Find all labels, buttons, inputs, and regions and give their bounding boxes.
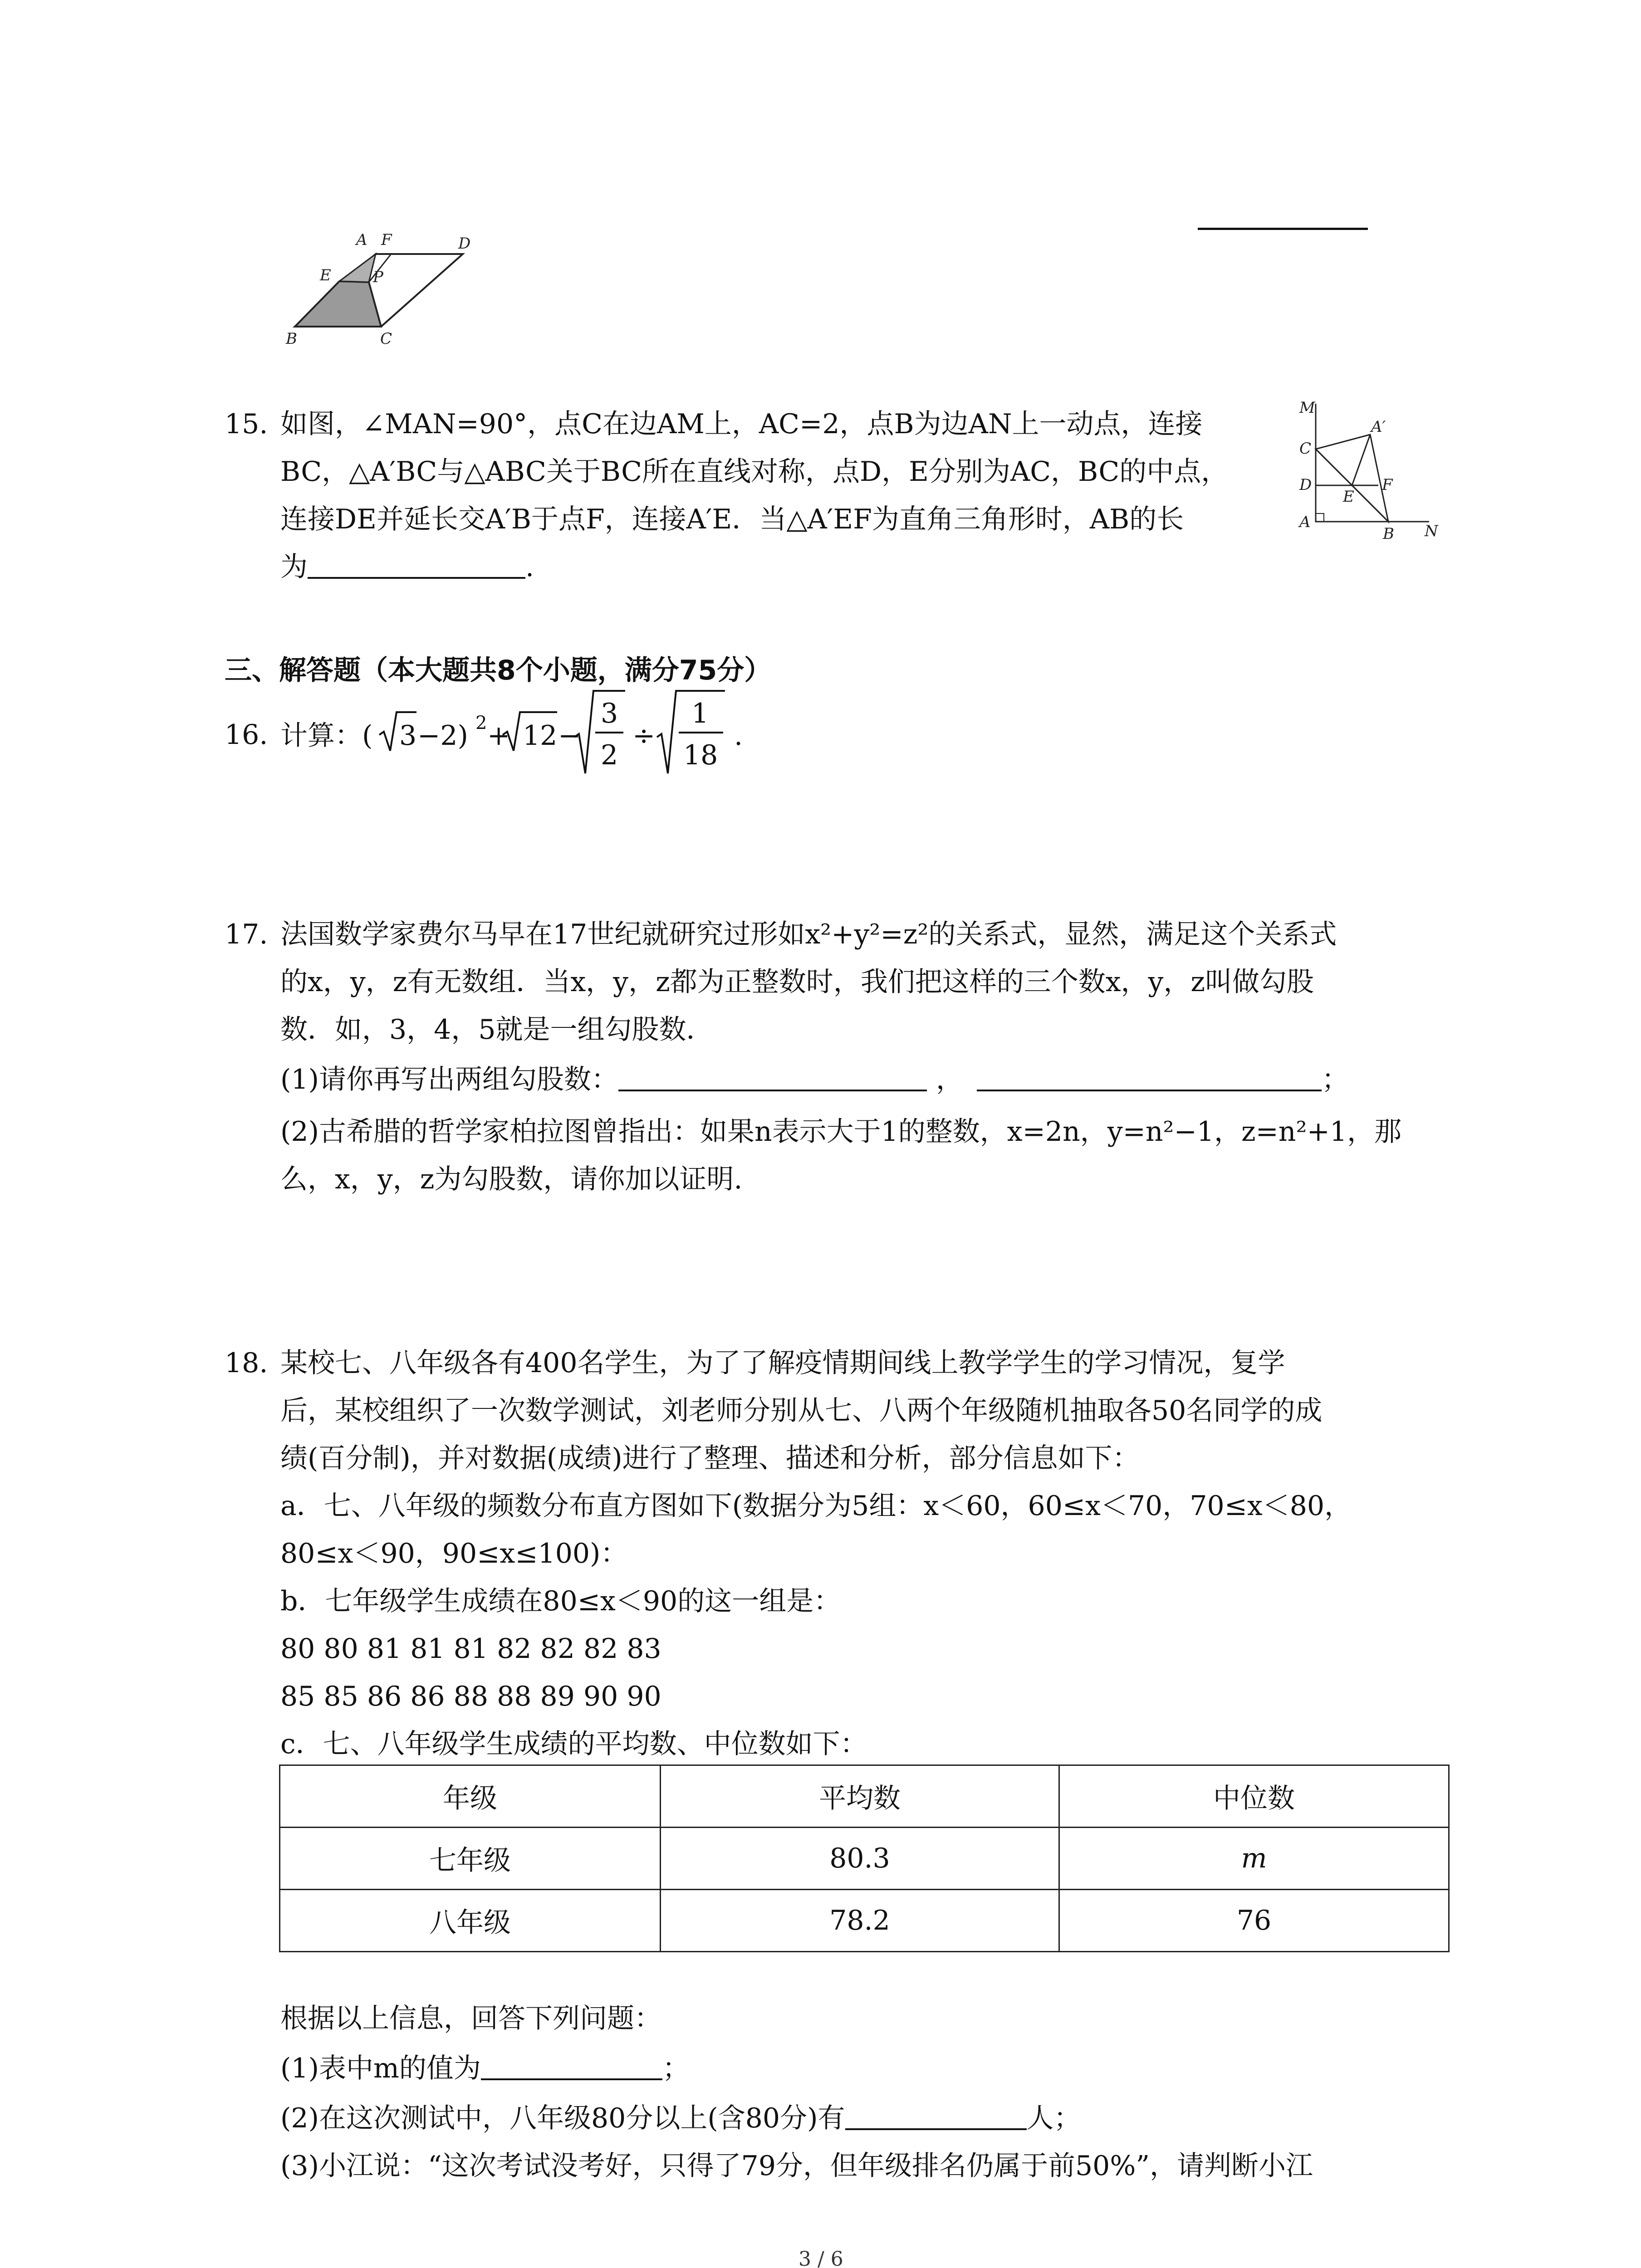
q17-number: 17. (225, 919, 268, 950)
q18-data-row2: 85 85 86 86 88 88 89 90 90 (280, 1681, 661, 1712)
q18-part1-prefix: (1)表中m的值为 (280, 2053, 481, 2084)
q18-intro: 根据以上信息，回答下列问题： (280, 2003, 661, 2034)
q18-part2-end: 人； (1026, 2102, 1081, 2134)
q17-part1-end: ； (1322, 1064, 1349, 1095)
q18-part1-end: ； (662, 2053, 690, 2084)
q18-line1: 某校七、八年级各有400名学生，为了了解疫情期间线上教学学生的学习情况，复学 (280, 1347, 1285, 1379)
table-cell-median: 76 (1059, 1890, 1449, 1952)
q17-part1-prefix: (1)请你再写出两组勾股数： (280, 1064, 618, 1095)
q16-sqrt12-radicand: 12 (523, 720, 558, 752)
q14-label-d: D (458, 235, 471, 253)
q15-label-a: A (1299, 513, 1311, 531)
q16-frac2-num: 1 (691, 698, 709, 729)
q18-answer-blank-1[interactable] (481, 2078, 662, 2080)
q17-line2: 的x，y，z有无数组．当x，y，z都为正整数时，我们把这样的三个数x，y，z叫做勾股 (280, 966, 1314, 998)
table-cell-median: m (1059, 1828, 1449, 1890)
q18-part1 (280, 2055, 690, 2082)
q18-stats-table (279, 1765, 1450, 1952)
q15-triangle-a1bc (1316, 435, 1388, 522)
q18-b-line: b．七年级学生成绩在80≤x＜90的这一组是： (280, 1585, 841, 1617)
q15-triangle-figure (1293, 395, 1447, 544)
q14-label-a: A (356, 231, 367, 249)
q14-parallelogram-figure (272, 227, 526, 349)
table-row (280, 1828, 1449, 1890)
q18-number: 18. (225, 1347, 268, 1379)
q15-number: 15. (225, 408, 268, 440)
table-cell-grade: 八年级 (280, 1890, 661, 1952)
q15-line3: 连接DE并延长交A′B于点F，连接A′E．当△A′EF为直角三角形时，AB的长 (280, 503, 1184, 535)
q18-line3: 绩(百分制)，并对数据(成绩)进行了整理、描述和分析，部分信息如下： (280, 1442, 1140, 1474)
q16-prefix: 计算：( (280, 720, 373, 752)
q16-div: ÷ (632, 720, 656, 752)
q14-label-p: P (373, 268, 383, 286)
q17-part2-line2: 么，x，y，z为勾股数，请你加以证明. (280, 1163, 743, 1195)
q18-answer-blank-2[interactable] (845, 2128, 1027, 2130)
q16-exponent: 2 (475, 713, 487, 733)
q16-frac1-num: 3 (601, 698, 618, 729)
q15-line-a1e (1352, 435, 1370, 485)
page-number: 3 / 6 (798, 2248, 843, 2268)
q15-answer-blank[interactable] (308, 577, 525, 579)
section-3-title: 三、解答题（本大题共8个小题，满分75分） (225, 655, 772, 686)
q17-answer-blank-2[interactable] (977, 1090, 1322, 1091)
q16-end: . (734, 720, 743, 752)
table-header-mean: 平均数 (660, 1765, 1059, 1828)
q16-minus: − (558, 720, 581, 752)
q15-line4-prefix: 为 (280, 551, 308, 583)
q15-label-e: E (1343, 488, 1354, 506)
q16-sqrt3-radicand: 3 (399, 720, 417, 752)
table-header-grade: 年级 (280, 1765, 661, 1828)
q14-shaded-region (295, 281, 381, 327)
q17-line3: 数．如，3，4，5就是一组勾股数． (280, 1014, 714, 1046)
q16-expression (280, 687, 847, 778)
q17-part2-line1: (2)古希腊的哲学家柏拉图曾指出：如果n表示大于1的整数，x=2n，y=n²−1，z=n²+1，那 (280, 1116, 1402, 1148)
q17-part1 (280, 1066, 1349, 1093)
q15-label-c: C (1299, 440, 1312, 458)
q15-label-n: N (1425, 522, 1438, 540)
q15-line4-suffix: . (525, 551, 534, 583)
q15-line2: BC，△A′BC与△ABC关于BC所在直线对称，点D，E分别为AC，BC的中点， (280, 456, 1229, 488)
q18-a-line2: 80≤x＜90，90≤x≤100)： (280, 1538, 628, 1569)
q15-label-a1: A′ (1371, 418, 1386, 436)
q18-a-line1: a．七、八年级的频数分布直方图如下(数据分为5组：x＜60，60≤x＜70，70≤x＜80， (280, 1490, 1352, 1522)
q16-minus2: −2) (417, 720, 468, 752)
q18-line2: 后，某校组织了一次数学测试，刘老师分别从七、八两个年级随机抽取各50名同学的成 (280, 1395, 1323, 1427)
table-header-row (280, 1765, 1449, 1828)
q17-part1-sep: ， (936, 1064, 963, 1095)
q16-plus: + (487, 720, 510, 752)
q18-part3: (3)小江说：“这次考试没考好，只得了79分，但年级排名仍属于前50%”，请判断小江 (280, 2150, 1313, 2182)
q14-shaded-small (339, 254, 376, 282)
q15-line1: 如图，∠MAN=90°，点C在边AM上，AC=2，点B为边AN上一动点，连接 (280, 408, 1203, 440)
q14-label-c: C (380, 330, 392, 348)
table-cell-mean: 80.3 (660, 1828, 1059, 1890)
q14-label-f: F (381, 231, 392, 249)
table-header-median: 中位数 (1059, 1765, 1449, 1828)
q14-answer-blank[interactable] (1198, 228, 1368, 230)
q15-label-f: F (1382, 476, 1393, 494)
table-row (280, 1890, 1449, 1952)
q16-number: 16. (225, 719, 268, 751)
table-cell-grade: 七年级 (280, 1828, 661, 1890)
q14-label-e: E (320, 266, 331, 284)
q14-label-b: B (286, 330, 297, 348)
q15-label-b: B (1383, 525, 1394, 543)
q15-label-d: D (1299, 476, 1312, 494)
table-cell-mean: 78.2 (660, 1890, 1059, 1952)
q18-part2 (280, 2102, 1081, 2134)
q15-right-angle-mark (1316, 513, 1324, 522)
q15-label-m: M (1299, 399, 1315, 417)
q18-c-line: c．七、八年级学生成绩的平均数、中位数如下： (280, 1728, 867, 1760)
q18-data-row1: 80 80 81 81 81 82 82 82 83 (280, 1633, 661, 1665)
q15-line4 (280, 553, 534, 581)
q16-frac2-den: 18 (683, 739, 718, 771)
q18-part2-prefix: (2)在这次测试中，八年级80分以上(含80分)有 (280, 2102, 845, 2134)
q17-answer-blank-1[interactable] (618, 1090, 927, 1091)
q17-line1: 法国数学家费尔马早在17世纪就研究过形如x²+y²=z²的关系式，显然，满足这个关系式 (280, 919, 1337, 950)
q16-frac1-den: 2 (601, 739, 618, 771)
